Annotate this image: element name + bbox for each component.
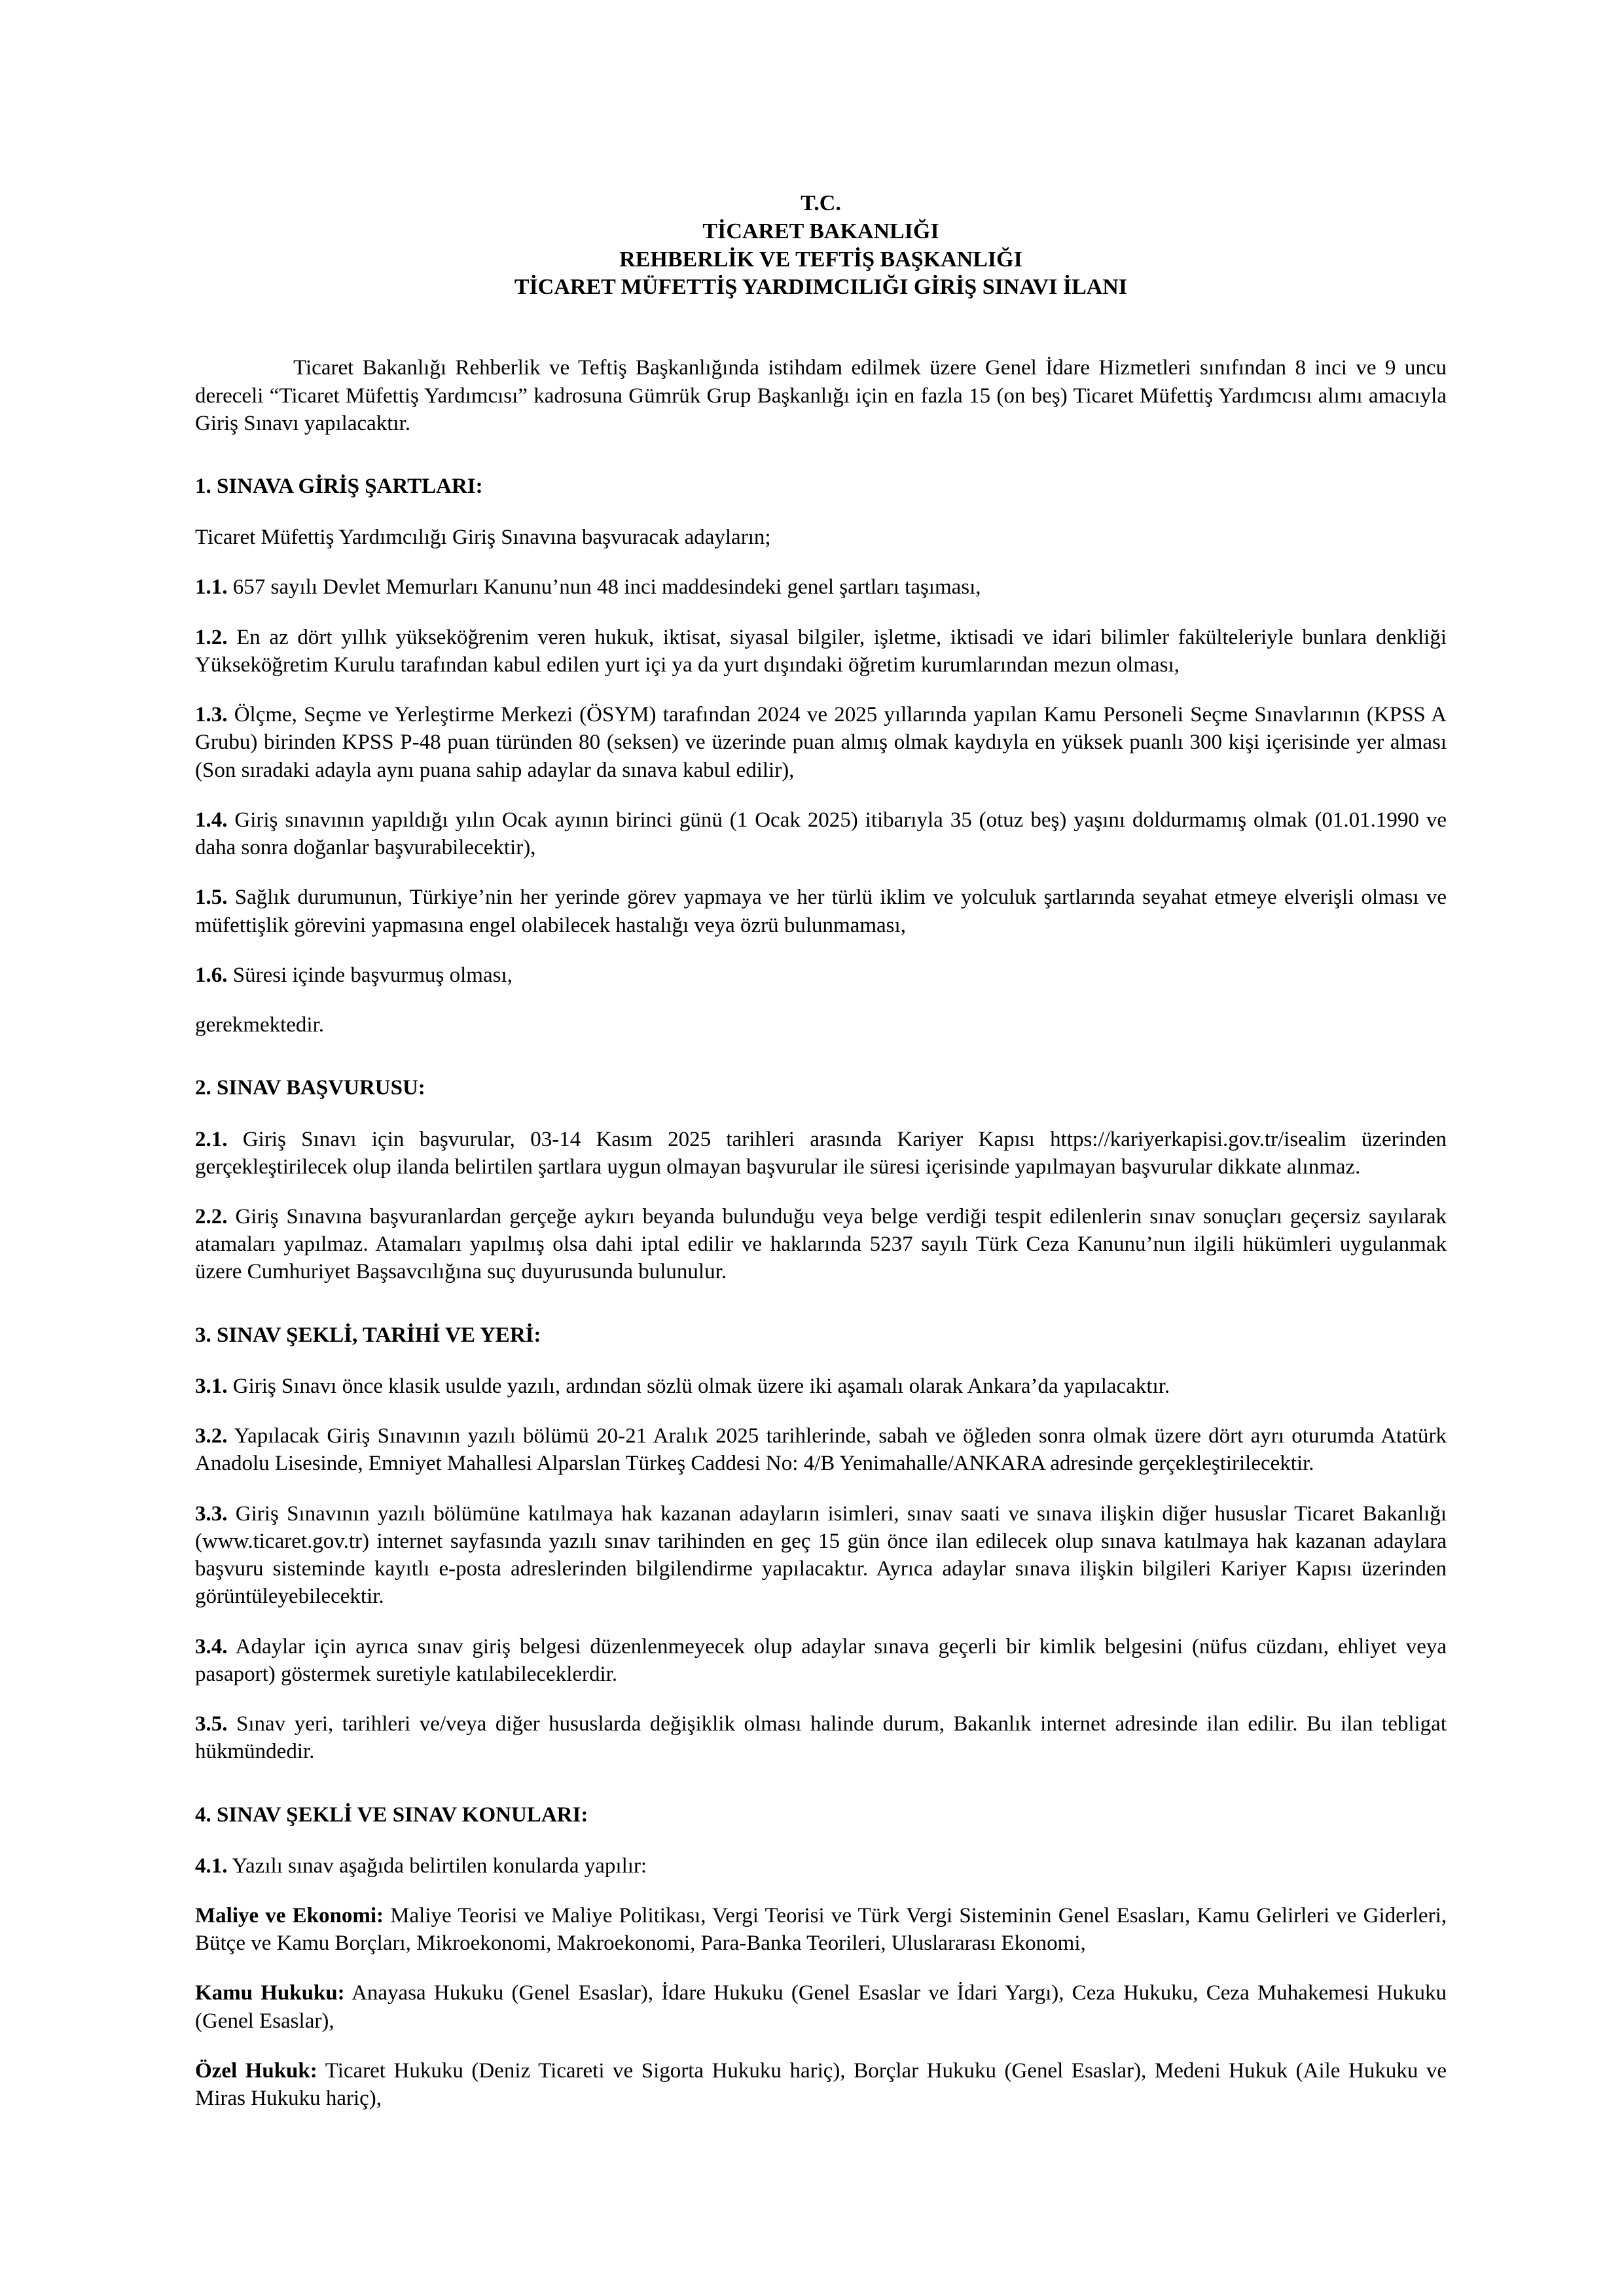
item-number: 1.6. (195, 963, 228, 987)
topic-term: Maliye ve Ekonomi: (195, 1903, 384, 1928)
item-text: Yapılacak Giriş Sınavının yazılı bölümü 20-21 Aralık 2025 tarihlerinde, sabah ve öğleden sonra olmak üzere dört ayrı oturumda Atatürk Anadolu Lisesinde, Emniyet Mahallesi Alparslan Türkeş Caddesi No: 4/B Yenimahalle/ANKARA adresinde gerçekleştirilecektir. (195, 1424, 1447, 1476)
document-page (195, 190, 1447, 2112)
item-3-5 (195, 1710, 1447, 1765)
section-1-closing: gerekmektedir. (195, 1013, 325, 1037)
item-1-5 (195, 884, 1447, 939)
topic-text: Ticaret Hukuku (Deniz Ticareti ve Sigorta Hukuku hariç), Borçlar Hukuku (Genel Esaslar), Medeni Hukuk (Aile Hukuku ve Miras Hukuku hariç), (195, 2058, 1447, 2111)
section-4-title: 4. SINAV ŞEKLİ VE SINAV KONULARI: (195, 1803, 588, 1827)
item-number: 3.4. (195, 1634, 228, 1659)
item-number: 2.1. (195, 1127, 228, 1151)
item-number: 1.5. (195, 886, 228, 910)
header-tc: T.C. (801, 191, 841, 215)
item-number: 1.4. (195, 808, 228, 832)
item-text: Giriş Sınavına başvuranlardan gerçeğe aykırı beyanda bulunduğu veya belge verdiği tespit edilenlerin sınav sonuçları geçersiz sayılarak atamaları yapılmaz. Atamaları yapılmış olsa dahi iptal edilir ve haklarında 5237 sayılı Türk Ceza Kanunu’nun ilgili hükümleri uygulanmak üzere Cumhuriyet Başsavcılığına suç duyurusunda bulunulur. (195, 1205, 1447, 1284)
item-4-1 (195, 1852, 1447, 1880)
section-2-title: 2. SINAV BAŞVURUSU: (195, 1076, 425, 1100)
item-text: Sınav yeri, tarihleri ve/veya diğer hususlarda değişiklik olması halinde durum, Bakanlık internet adresinde ilan edilir. Bu ilan tebligat hükmündedir. (195, 1712, 1447, 1764)
intro-paragraph: Ticaret Bakanlığı Rehberlik ve Teftiş Başkanlığında istihdam edilmek üzere Genel İdare Hizmetleri sınıfından 8 inci ve 9 uncu dereceli “Ticaret Müfettiş Yardımcısı” kadrosuna Gümrük Grup Başkanlığı için en fazla 15 (on beş) Ticaret Müfettiş Yardımcısı alımı amacıyla Giriş Sınavı yapılacaktır. (195, 356, 1447, 435)
item-2-1 (195, 1126, 1447, 1181)
item-text: Giriş sınavının yapıldığı yılın Ocak ayının birinci günü (1 Ocak 2025) itibarıyla 35 (otuz beş) yaşını doldurmamış olmak (01.01.1990 ve daha sonra doğanlar başvurabilecektir), (195, 808, 1447, 860)
item-text: Ölçme, Seçme ve Yerleştirme Merkezi (ÖSYM) tarafından 2024 ve 2025 yıllarında yapılan Kamu Personeli Seçme Sınavlarının (KPSS A Grubu) birinden KPSS P-48 puan türünden 80 (seksen) ve üzerinde puan almış olmak kaydıyla en yüksek puanlı 300 kişi içerisinde yer alması (Son sıradaki adayla aynı puana sahip adaylar da sınava kabul edilir), (195, 703, 1447, 782)
item-text: En az dört yıllık yükseköğrenim veren hukuk, iktisat, siyasal bilgiler, işletme, iktisadi ve idari bilimler fakülteleriyle bunlara denkliği Yükseköğretim Kurulu tarafından kabul edilen yurt içi ya da yurt dışındaki öğretim kurumlarından mezun olması, (195, 625, 1447, 677)
topic-text: Anayasa Hukuku (Genel Esaslar), İdare Hukuku (Genel Esaslar ve İdari Yargı), Ceza Hukuku, Ceza Muhakemesi Hukuku (Genel Esaslar), (195, 1981, 1447, 2033)
item-text: Sağlık durumunun, Türkiye’nin her yerinde görev yapmaya ve her türlü iklim ve yolculuk şartlarında seyahat etmeye elverişli olması ve müfettişlik görevini yapmasına engel olabilecek hastalığı veya özrü bulunmaması, (195, 886, 1447, 937)
item-number: 1.1. (195, 575, 228, 600)
item-number: 2.2. (195, 1205, 228, 1229)
item-1-4 (195, 806, 1447, 861)
item-number: 4.1. (195, 1854, 228, 1878)
item-3-3 (195, 1500, 1447, 1611)
item-3-4 (195, 1633, 1447, 1688)
section-1-lead: Ticaret Müfettiş Yardımcılığı Giriş Sınavına başvuracak adayların; (195, 526, 771, 550)
item-text: Giriş Sınavı için başvurular, 03-14 Kasım 2025 tarihleri arasında Kariyer Kapısı https://kariyerkapisi.gov.tr/isealim üzerinden gerçekleştirilecek olup ilanda belirtilen şartlara uygun olmayan başvurular ile süresi içerisinde yapılmayan başvurular dikkate alınmaz. (195, 1127, 1447, 1179)
item-text: Giriş Sınavının yazılı bölümüne katılmaya hak kazanan adayların isimleri, sınav saati ve sınava ilişkin diğer hususlar Ticaret Bakanlığı (www.ticaret.gov.tr) internet sayfasında yazılı sınav tarihinden en geç 15 gün önce ilan edilecek olup sınava katılmaya hak kazanan adaylara başvuru sisteminde kayıtlı e-posta adreslerinden bilgilendirme yapılacaktır. Ayrıca adaylar sınava ilişkin bilgileri Kariyer Kapısı üzerinden görüntüleyebilecektir. (195, 1501, 1447, 1609)
item-text: Giriş Sınavı önce klasik usulde yazılı, ardından sözlü olmak üzere iki aşamalı olarak Ankara’da yapılacaktır. (227, 1374, 1170, 1398)
header-department: REHBERLİK VE TEFTİŞ BAŞKANLIĞI (619, 247, 1022, 272)
item-number: 1.2. (195, 625, 228, 649)
topic-kamu-hukuku (195, 1979, 1447, 2034)
item-number: 3.1. (195, 1374, 228, 1398)
item-1-3 (195, 701, 1447, 784)
section-1-title: 1. SINAVA GİRİŞ ŞARTLARI: (195, 475, 483, 499)
item-text: Yazılı sınav aşağıda belirtilen konularda yapılır: (227, 1854, 647, 1878)
item-text: 657 sayılı Devlet Memurları Kanunu’nun 48 inci maddesindeki genel şartları taşıması, (227, 575, 981, 600)
topic-maliye-ekonomi (195, 1902, 1447, 1957)
section-3-title: 3. SINAV ŞEKLİ, TARİHİ VE YERİ: (195, 1323, 541, 1347)
item-number: 1.3. (195, 703, 228, 727)
item-number: 3.2. (195, 1424, 228, 1448)
document-header (195, 190, 1447, 302)
item-1-2 (195, 624, 1447, 679)
topic-term: Özel Hukuk: (195, 2058, 317, 2083)
header-ministry: TİCARET BAKANLIĞI (702, 219, 939, 243)
item-1-1 (195, 573, 1447, 601)
item-text: Süresi içinde başvurmuş olması, (227, 963, 513, 987)
topic-ozel-hukuk (195, 2057, 1447, 2112)
item-3-2 (195, 1422, 1447, 1477)
item-text: Adaylar için ayrıca sınav giriş belgesi düzenlenmeyecek olup adaylar sınava geçerli bir kimlik belgesini (nüfus cüzdanı, ehliyet veya pasaport) göstermek suretiyle katılabileceklerdir. (195, 1634, 1447, 1686)
topic-text: Maliye Teorisi ve Maliye Politikası, Vergi Teorisi ve Türk Vergi Sisteminin Genel Esasları, Kamu Gelirleri ve Giderleri, Bütçe ve Kamu Borçları, Mikroekonomi, Makroekonomi, Para-Banka Teorileri, Uluslararası Ekonomi, (195, 1903, 1447, 1956)
item-number: 3.3. (195, 1501, 228, 1526)
item-2-2 (195, 1203, 1447, 1286)
item-1-6 (195, 961, 1447, 989)
item-3-1 (195, 1372, 1447, 1400)
item-number: 3.5. (195, 1712, 228, 1736)
topic-term: Kamu Hukuku: (195, 1981, 345, 2005)
header-announcement-title: TİCARET MÜFETTİŞ YARDIMCILIĞI GİRİŞ SINAVI İLANI (514, 275, 1128, 300)
